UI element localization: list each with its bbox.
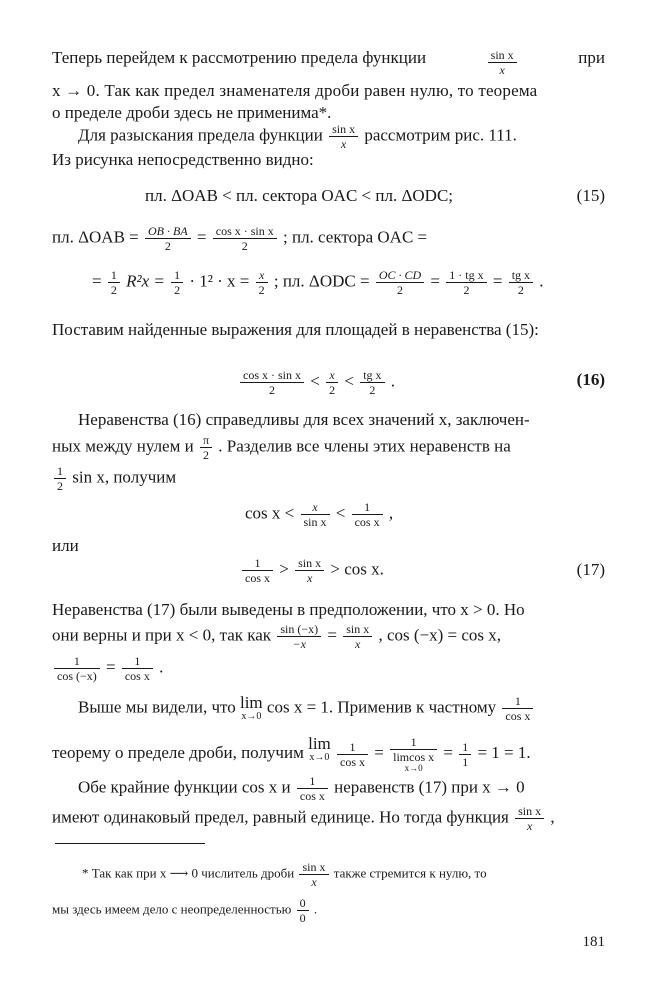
equation-number-17: (17)	[576, 560, 605, 579]
paragraph-line: $\frac{1}{\cos (-x)}$ = $\frac{1}{\text{cos x}}$ .	[52, 654, 163, 683]
paragraph-line: Поставим найденные выражения для площадей в неравенства (15):	[52, 320, 539, 339]
area-formula-line: = $\frac{1}{2}$ R²x = $\frac{1}{2}$ · 1² · x = $\frac{x}{2}$ ; пл. ΔODC = $\frac{OC \cdot CD}{2}$ = $\frac{\text{1 · tg x}}{2}$ = $\frac{\text{tg x}}{2}$ .	[92, 268, 544, 297]
formula-16: $\frac{\text{cos x · sin x}}{2}$ < $\frac{x}{2}$ < $\frac{\text{tg x}}{2}$ .	[238, 368, 395, 397]
paragraph-line: Выше мы видели, что lim x→0 cos x = 1. Применив к частному $\frac{1}{\text{cos x}}$	[78, 694, 535, 723]
paragraph-line: x → 0. Так как предел знаменателя дроби равен нулю, то теорема	[52, 81, 538, 100]
paragraph-line: о пределе дроби здесь не применима*.	[52, 103, 332, 122]
paragraph-line: Теперь перейдем к рассмотрению предела функции $\frac{\text{sin x}}{x}$ при	[52, 48, 605, 77]
paragraph-line: Для разыскания предела функции $\frac{\text{sin x}}{x}$ рассмотрим рис. 111.	[78, 122, 517, 151]
footnote: * Так как при x ⟶ 0 числитель дроби $\frac{\text{sin x}}{x}$ также стремится к нулю, то	[82, 860, 487, 889]
paragraph-line: или	[52, 536, 79, 555]
fraction-sinx-over-x: $\frac{\text{sin x}}{x}$	[488, 48, 517, 77]
area-formula-line: пл. ΔOAB = $\frac{OB \cdot BA}{2}$ = $\frac{\text{cos x · sin x}}{2}$ ; пл. сектора OAC =	[52, 224, 428, 253]
equation-number-15: (15)	[576, 186, 605, 205]
paragraph-line: они верны и при x < 0, так как $\frac{\sin (-x)}{-x}$ = $\frac{\text{sin x}}{x}$ , cos (−x) = cos x,	[52, 622, 502, 651]
paragraph-line: ных между нулем и $\frac{\pi}{2}$ . Разделив все члены этих неравенств на	[52, 433, 511, 462]
equation-number-16: (16)	[576, 370, 605, 389]
paragraph-line: Из рисунка непосредственно видно:	[52, 150, 314, 169]
paragraph-line: Неравенства (17) были выведены в предположении, что x > 0. Но	[52, 600, 525, 619]
formula-15: пл. ΔOAB < пл. сектора OAC < пл. ΔODC;	[145, 186, 454, 205]
footnote: мы здесь имеем дело с неопределенностью $\frac{0}{0}$ .	[52, 896, 318, 925]
paragraph-line: теорему о пределе дроби, получим lim x→0 $\frac{1}{\text{cos x}}$ = 1 limcos x x→0 = $\frac{1}{1}$ = 1 = 1.	[52, 734, 531, 773]
paragraph-line: $\frac{1}{2}$ sin x, получим	[52, 464, 176, 493]
paragraph-line: имеют одинаковый предел, равный единице. Но тогда функция $\frac{\text{sin x}}{x}$ ,	[52, 804, 555, 833]
page-number: 181	[582, 934, 605, 950]
paragraph-line: Обе крайние функции cos x и $\frac{1}{\text{cos x}}$ неравенств (17) при x → 0	[78, 774, 525, 803]
formula-inequality: cos x < $\frac{x}{\text{sin x}}$ < $\frac{1}{\text{cos x}}$ ,	[245, 500, 394, 529]
footnote-rule	[55, 843, 205, 844]
fraction-sinx-over-x: $\frac{\text{sin x}}{x}$	[329, 122, 358, 151]
formula-17: $\frac{1}{\text{cos x}}$ > $\frac{\text{sin x}}{x}$ > cos x.	[240, 556, 384, 585]
paragraph-line: Неравенства (16) справедливы для всех значений x, заключен-	[78, 410, 530, 429]
